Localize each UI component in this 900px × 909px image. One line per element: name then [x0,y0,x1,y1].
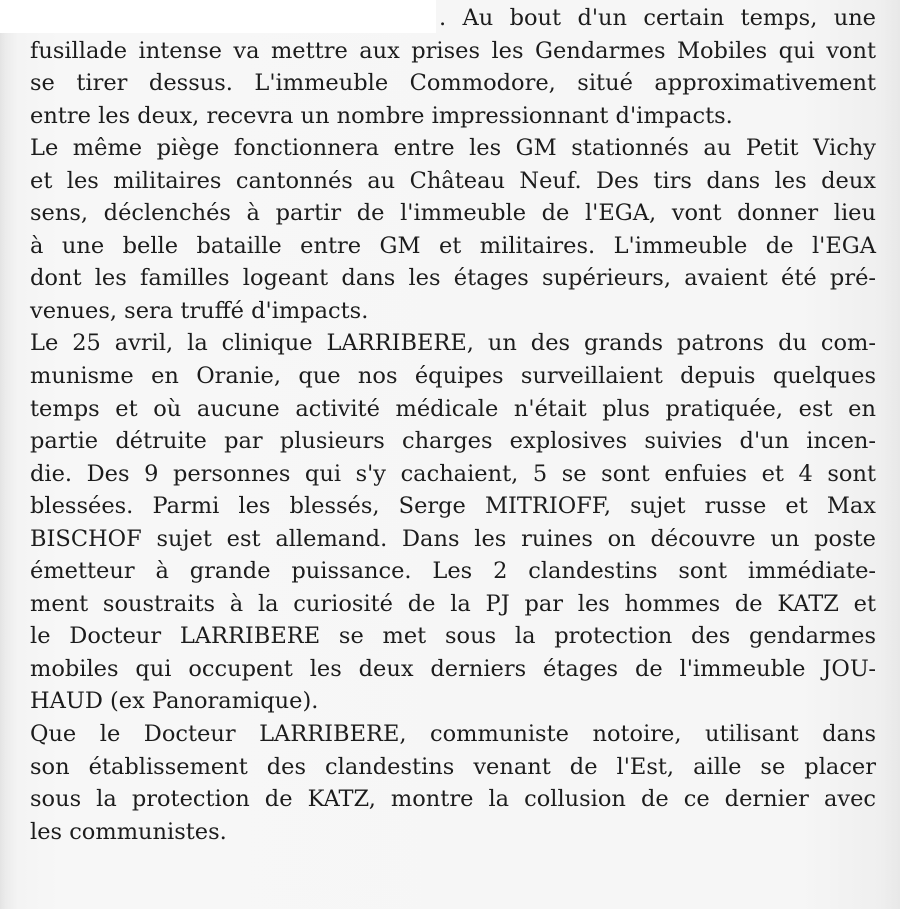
text-line: mobiles qui occupent les deux derniers étages de l'immeuble JOU- [30,655,876,682]
text-line: die. Des 9 personnes qui s'y cachaient, 5 se sont enfuies et 4 sont [30,460,876,487]
body-text [30,2,876,848]
text-line: entre les deux, recevra un nombre impressionnant d'impacts. [30,102,733,129]
text-line: se tirer dessus. L'immeuble Commodore, situé approximativement [30,70,876,97]
text-line: ment soustraits à la curiosité de la PJ par les hommes de KATZ et [30,590,876,617]
text-line: les communistes. [30,818,227,845]
text-line: le Docteur LARRIBERE se met sous la protection des gendarmes [30,623,876,650]
text-line: et les militaires cantonnés au Château Neuf. Des tirs dans les deux [30,167,876,194]
text-line: son établissement des clandestins venant de l'Est, aille se placer [30,753,876,780]
text-line: émetteur à grande puissance. Les 2 clandestins sont immédiate- [30,558,876,585]
text-line: blessées. Parmi les blessés, Serge MITRIOFF, sujet russe et Max [30,493,876,520]
text-line: sens, déclenchés à partir de l'immeuble de l'EGA, vont donner lieu [30,200,876,227]
text-line: Le même piège fonctionnera entre les GM stationnés au Petit Vichy [30,135,876,162]
text-line: à une belle bataille entre GM et militaires. L'immeuble de l'EGA [30,232,876,259]
text-line: Que le Docteur LARRIBERE, communiste notoire, utilisant dans [30,721,876,748]
text-line: sous la protection de KATZ, montre la collusion de ce dernier avec [30,786,876,813]
text-line: partie détruite par plusieurs charges explosives suivies d'un incen- [30,428,876,455]
text-line: HAUD (ex Panoramique). [30,688,319,715]
text-line: dont les familles logeant dans les étages supérieurs, avaient été pré- [30,265,876,292]
text-line: venues, sera truffé d'impacts. [30,297,369,324]
text-line: Le 25 avril, la clinique LARRIBERE, un des grands patrons du com- [30,330,876,357]
text-line: temps et où aucune activité médicale n'était plus pratiquée, est en [30,395,876,422]
text-line: BISCHOF sujet est allemand. Dans les ruines on découvre un poste [30,525,876,552]
text-line: munisme en Oranie, que nos équipes surveillaient depuis quelques [30,363,876,390]
text-line: fusillade intense va mettre aux prises les Gendarmes Mobiles qui vont [30,37,876,64]
text-line: . Au bout d'un certain temps, une [439,5,876,31]
